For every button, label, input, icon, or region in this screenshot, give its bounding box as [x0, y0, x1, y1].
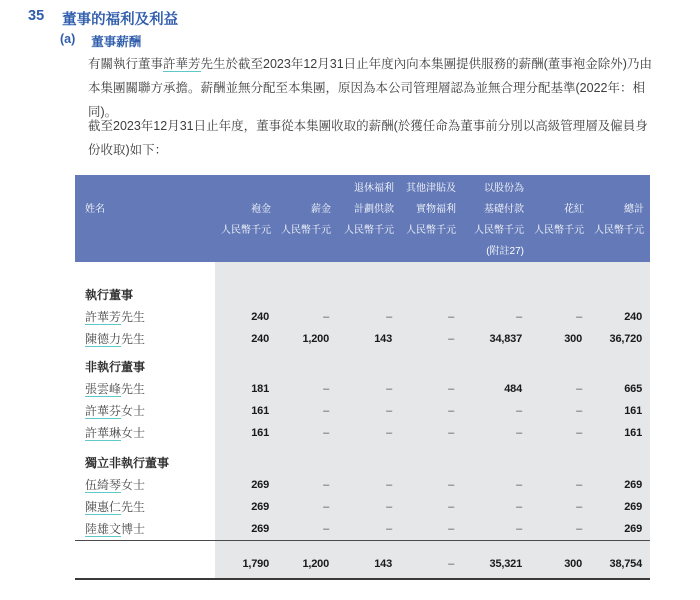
section-heading	[28, 8, 178, 29]
section-label-row	[75, 284, 650, 306]
cell-total: 665	[624, 383, 642, 395]
totals-block	[75, 540, 650, 578]
cell-fees: 240	[251, 311, 269, 323]
totals-label	[75, 553, 215, 575]
cell-share-based: –	[516, 311, 522, 323]
column-header-name: 姓名	[85, 204, 105, 215]
director-name-link[interactable]: 許華琳	[85, 426, 122, 440]
director-name-suffix: 博士	[121, 522, 146, 536]
table-row	[75, 306, 650, 328]
section-title: 董事的福利及利益	[62, 12, 179, 28]
cell-allowances: –	[448, 501, 454, 513]
table-row	[75, 328, 650, 350]
column-header-total: 總計 人民幣千元	[594, 204, 644, 236]
column-header-allowances: 其他津貼及 實物福利 人民幣千元	[406, 183, 456, 236]
cell-salary: –	[323, 479, 329, 491]
director-name	[75, 328, 215, 350]
director-name-suffix: 女士	[121, 404, 146, 418]
cell-share-based: 484	[504, 383, 522, 395]
cell-allowances: –	[448, 383, 454, 395]
cell-share-based: –	[516, 427, 522, 439]
cell-retirement: –	[386, 479, 392, 491]
directors-remuneration-table	[75, 175, 650, 580]
cell-share-based: –	[516, 501, 522, 513]
director-name	[75, 306, 215, 328]
total-share-based: 35,321	[489, 558, 522, 570]
table-header-row	[75, 175, 650, 262]
director-name	[75, 496, 215, 518]
table-row	[75, 422, 650, 444]
director-name	[75, 474, 215, 496]
cell-total: 161	[624, 405, 642, 417]
total-bonus: 300	[564, 558, 582, 570]
cell-salary: –	[323, 427, 329, 439]
cell-allowances: –	[448, 405, 454, 417]
director-name-suffix: 女士	[121, 426, 146, 440]
table-row	[75, 518, 650, 540]
cell-total: 269	[624, 523, 642, 535]
director-name-link[interactable]: 許華芬	[85, 404, 122, 418]
director-name-link[interactable]: 伍綺琴	[85, 478, 122, 492]
cell-fees: 240	[251, 333, 269, 345]
director-name	[75, 400, 215, 422]
section-number: 35	[28, 8, 45, 24]
table-row	[75, 474, 650, 496]
cell-fees: 161	[251, 405, 269, 417]
cell-allowances: –	[448, 523, 454, 535]
spacer	[75, 262, 650, 284]
cell-allowances: –	[448, 311, 454, 323]
paragraph-text: 有關執行董事	[88, 57, 164, 71]
director-name-suffix: 女士	[121, 478, 146, 492]
column-header-retirement: 退休福利 計劃供款 人民幣千元	[344, 183, 394, 236]
cell-share-based: –	[516, 479, 522, 491]
section-label: 獨立非執行董事	[85, 456, 170, 470]
cell-retirement: 143	[374, 333, 392, 345]
column-header-bonus: 花紅 人民幣千元	[534, 204, 584, 236]
section-label: 執行董事	[85, 288, 134, 302]
director-name-link[interactable]: 陳德力	[85, 332, 122, 346]
table-row	[75, 378, 650, 400]
cell-retirement: –	[386, 383, 392, 395]
cell-total: 240	[624, 311, 642, 323]
cell-retirement: –	[386, 311, 392, 323]
table-row	[75, 496, 650, 518]
spacer	[75, 444, 650, 452]
cell-salary: –	[323, 383, 329, 395]
cell-bonus: –	[576, 501, 582, 513]
cell-fees: 269	[251, 479, 269, 491]
director-name-link[interactable]: 陸雄文	[85, 522, 122, 536]
cell-bonus: 300	[564, 333, 582, 345]
cell-salary: –	[323, 311, 329, 323]
cell-total: 36,720	[609, 333, 642, 345]
paragraph-table-intro: 截至2023年12月31日止年度，董事從本集團收取的薪酬(於獲任命為董事前分別以高級管理層及僱員身份收取)如下：	[88, 119, 648, 157]
cell-fees: 181	[251, 383, 269, 395]
cell-bonus: –	[576, 523, 582, 535]
cell-retirement: –	[386, 523, 392, 535]
cell-share-based: –	[516, 405, 522, 417]
director-name-link[interactable]: 張雲峰	[85, 382, 122, 396]
subsection-heading	[60, 32, 141, 50]
cell-share-based: 34,837	[489, 333, 522, 345]
section-label-row	[75, 452, 650, 474]
total-total: 38,754	[609, 558, 642, 570]
cell-fees: 269	[251, 523, 269, 535]
director-name-link[interactable]: 許華芳	[163, 57, 201, 71]
director-name-suffix: 先生	[121, 332, 146, 346]
cell-bonus: –	[576, 383, 582, 395]
cell-share-based: –	[516, 523, 522, 535]
cell-salary: –	[323, 523, 329, 535]
cell-retirement: –	[386, 405, 392, 417]
director-name-link[interactable]: 許華芳	[85, 310, 122, 324]
cell-allowances: –	[448, 333, 454, 345]
total-retirement: 143	[374, 558, 392, 570]
paragraph-text: 先生於截至2023年12月31日止年度內向本集團提供服務的薪酬(董事袍金除外)乃由本集團關聯方承擔。薪酬並無分配至本集團，原因為本公司管理層認為並無合理分配基準(2022年：相同)。	[88, 57, 652, 119]
column-header-share-based: 以股份為 基礎付款 人民幣千元 (附註27)	[474, 183, 524, 257]
cell-allowances: –	[448, 427, 454, 439]
director-name-suffix: 先生	[121, 500, 146, 514]
cell-bonus: –	[576, 427, 582, 439]
director-name-link[interactable]: 陳惠仁	[85, 500, 122, 514]
subsection-label: (a)	[60, 32, 76, 46]
cell-total: 161	[624, 427, 642, 439]
director-name-suffix: 先生	[121, 382, 146, 396]
director-name	[75, 422, 215, 444]
total-salary: 1,200	[302, 558, 329, 570]
cell-allowances: –	[448, 479, 454, 491]
cell-retirement: –	[386, 501, 392, 513]
total-fees: 1,790	[242, 558, 269, 570]
section-label-row	[75, 356, 650, 378]
cell-salary: 1,200	[302, 333, 329, 345]
cell-fees: 269	[251, 501, 269, 513]
cell-bonus: –	[576, 405, 582, 417]
director-name	[75, 518, 215, 540]
column-header-salary: 薪金 人民幣千元	[281, 204, 331, 236]
cell-bonus: –	[576, 311, 582, 323]
cell-total: 269	[624, 501, 642, 513]
cell-bonus: –	[576, 479, 582, 491]
cell-retirement: –	[386, 427, 392, 439]
total-allowances: –	[448, 558, 454, 570]
director-name	[75, 378, 215, 400]
cell-salary: –	[323, 501, 329, 513]
column-header-fees: 袍金 人民幣千元	[221, 204, 271, 236]
cell-fees: 161	[251, 427, 269, 439]
table-body	[75, 262, 650, 580]
section-label: 非執行董事	[85, 360, 146, 374]
table-row	[75, 400, 650, 422]
cell-salary: –	[323, 405, 329, 417]
director-name-suffix: 先生	[121, 310, 146, 324]
totals-row	[75, 553, 650, 575]
subsection-title: 董事薪酬	[91, 35, 142, 49]
cell-total: 269	[624, 479, 642, 491]
